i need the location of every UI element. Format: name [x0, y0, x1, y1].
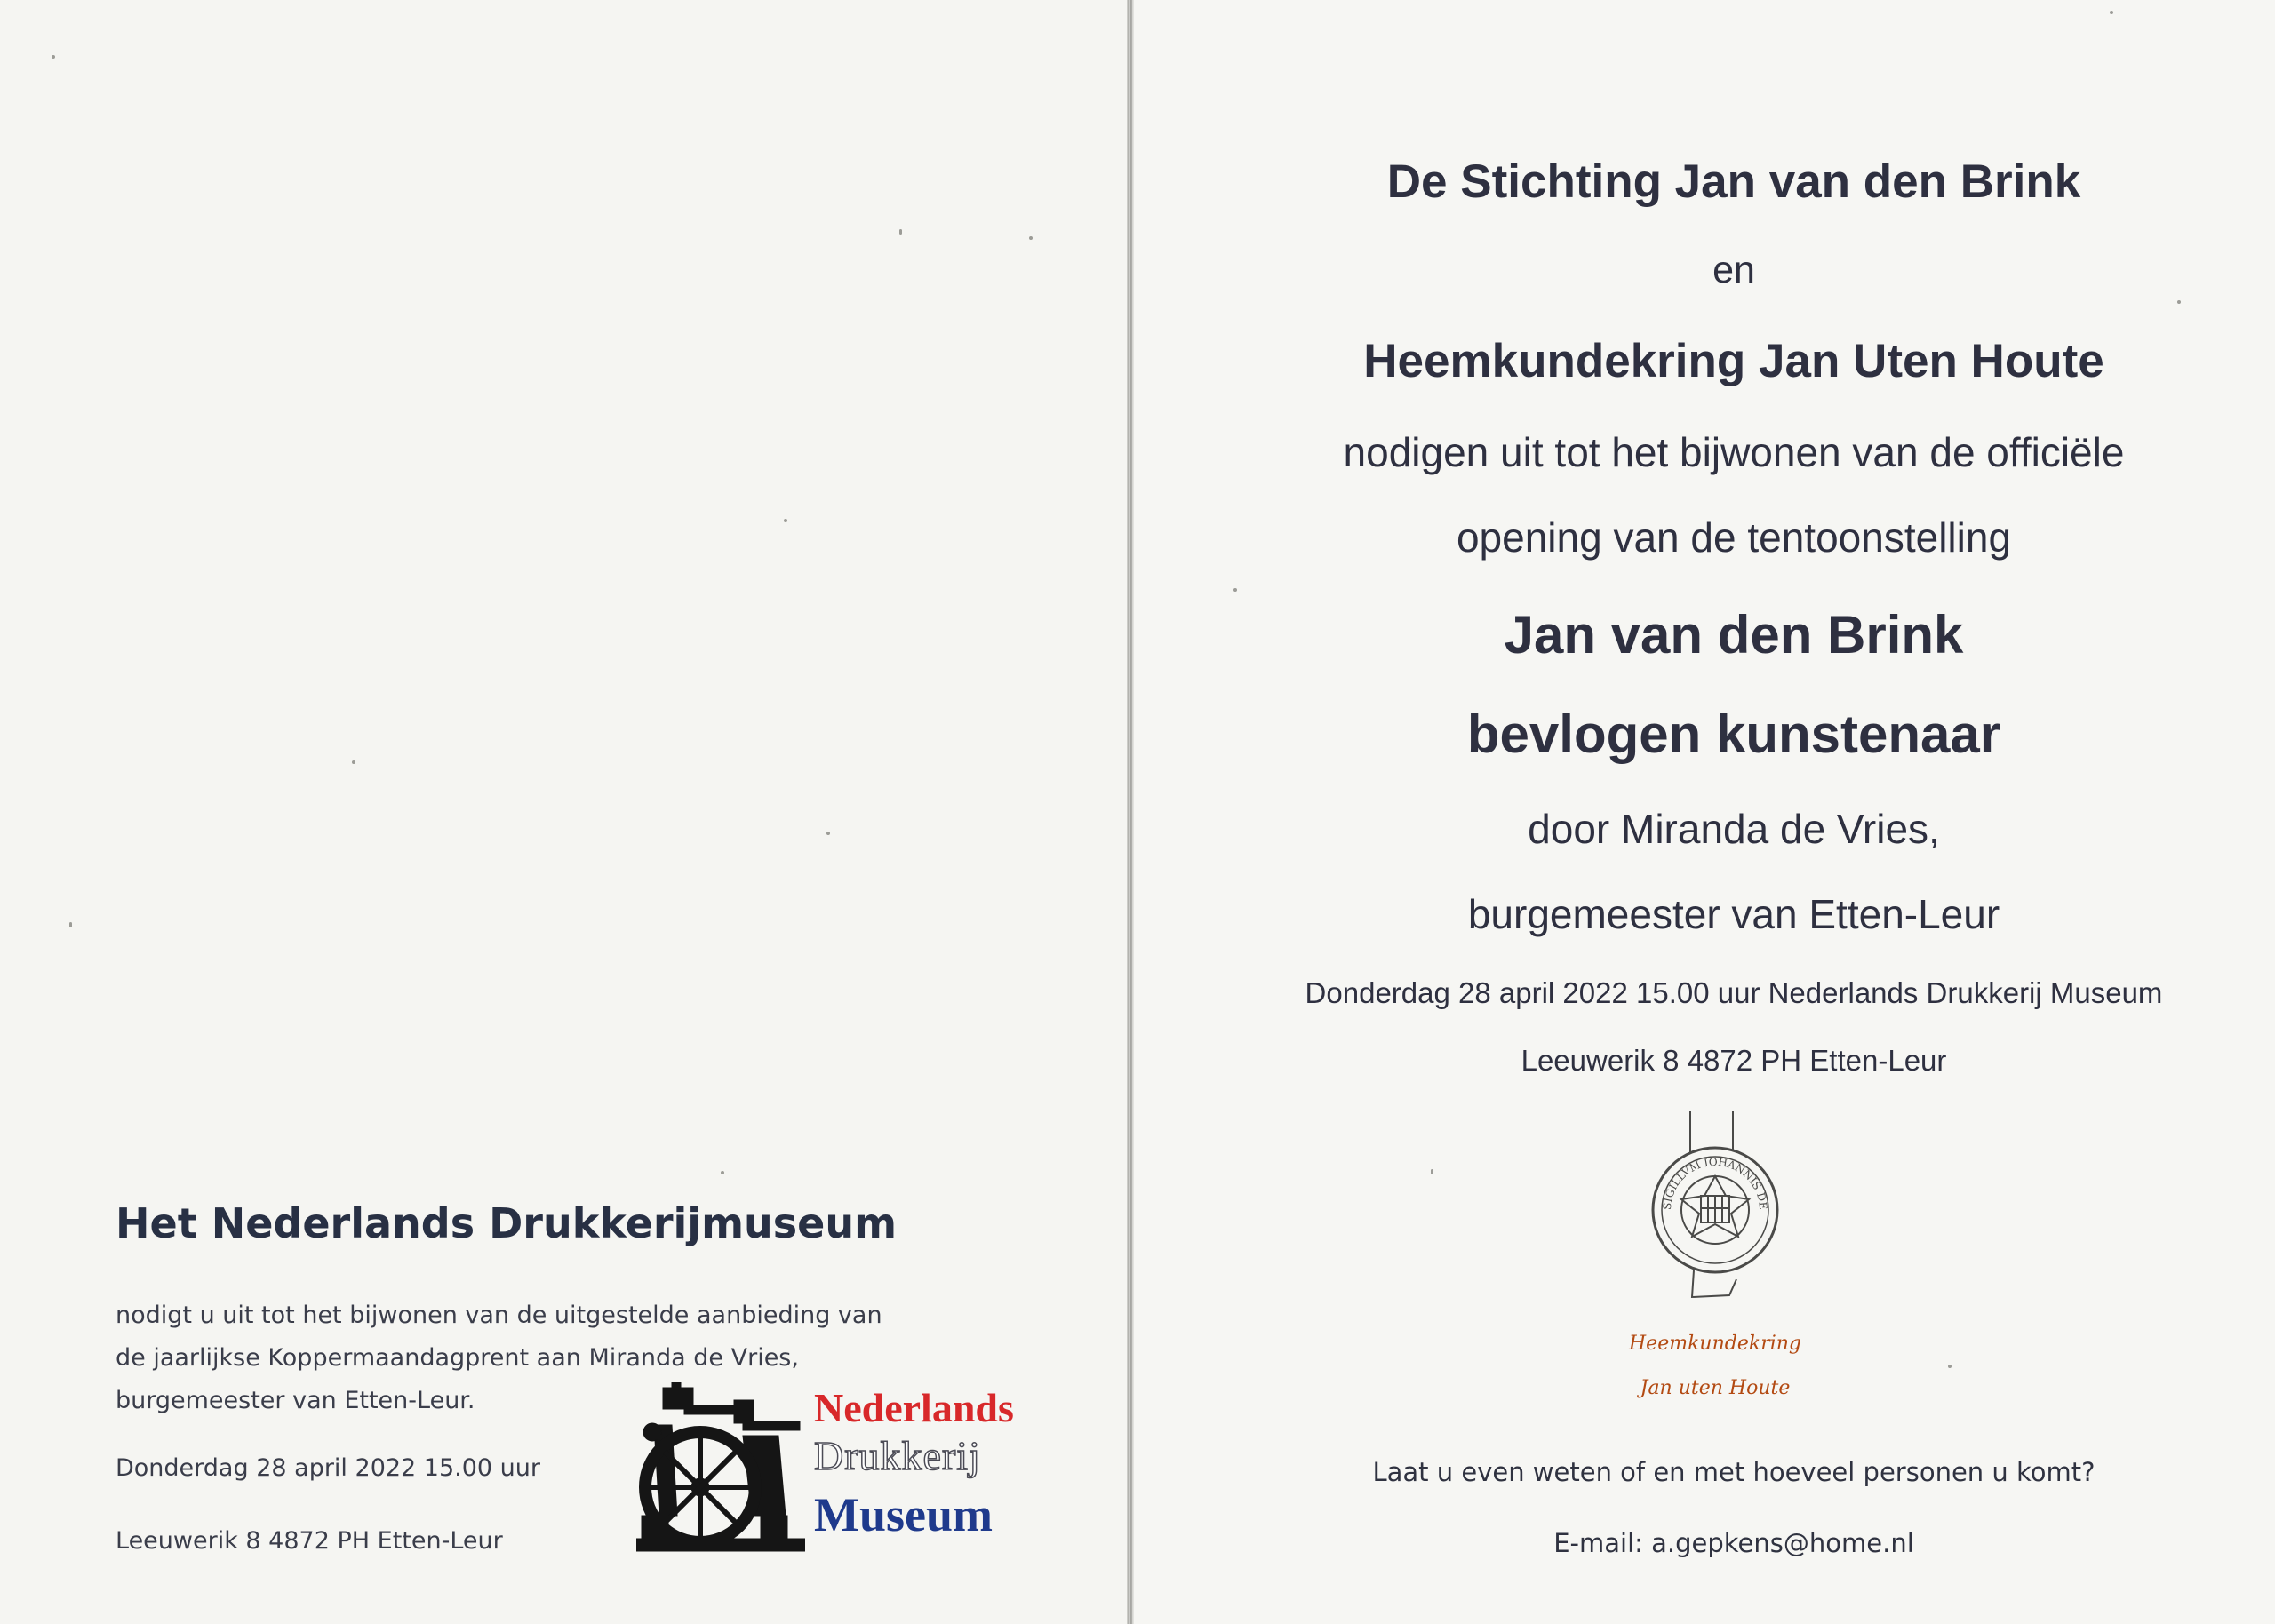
- invite-line-1: nodigen uit tot het bijwonen van de officiële: [1343, 429, 2125, 475]
- wax-seal-icon: [1644, 1111, 1786, 1324]
- paper-speck: [784, 519, 787, 522]
- invite-line-2: opening van de tentoonstelling: [1456, 514, 2012, 561]
- printing-press-icon: [636, 1382, 805, 1556]
- event-address: Leeuwerik 8 4872 PH Etten-Leur: [1521, 1044, 1947, 1077]
- paper-speck: [1948, 1365, 1952, 1368]
- logo-text-museum: Museum: [814, 1488, 993, 1541]
- conjunction: en: [1712, 249, 1755, 291]
- organizer-1: De Stichting Jan van den Brink: [1386, 155, 2081, 208]
- heemkundekring-seal: [1644, 1111, 1786, 1324]
- exhibition-title-1: Jan van den Brink: [1504, 605, 1964, 665]
- seal-caption-1: Heemkundekring: [1629, 1333, 1801, 1355]
- museum-invite-line-3: burgemeester van Etten-Leur.: [116, 1387, 475, 1414]
- seal-caption-2: Jan uten Houte: [1640, 1377, 1791, 1399]
- fold-line: [1127, 0, 1134, 1624]
- museum-address: Leeuwerik 8 4872 PH Etten-Leur: [116, 1527, 503, 1555]
- seal-inscription: SIGILLVM IOHANNIS DE: [1660, 1155, 1770, 1211]
- museum-invite-line-2: de jaarlijkse Koppermaandagprent aan Miranda de Vries,: [116, 1344, 799, 1372]
- paper-speck: [826, 832, 830, 835]
- paper-speck: [1029, 236, 1033, 240]
- organizer-2: Heemkundekring Jan Uten Houte: [1363, 335, 2104, 387]
- opened-by-line-2: burgemeester van Etten-Leur: [1467, 891, 2000, 937]
- paper-speck: [899, 229, 902, 235]
- paper-speck: [2177, 300, 2181, 304]
- exhibition-title-2: bevlogen kunstenaar: [1466, 705, 2001, 764]
- event-date-venue: Donderdag 28 april 2022 15.00 uur Nederlands Drukkerij Museum: [1305, 976, 2163, 1009]
- paper-speck: [352, 760, 355, 764]
- museum-invite-line-1: nodigt u uit tot het bijwonen van de uitgestelde aanbieding van: [116, 1302, 882, 1329]
- museum-title: Het Nederlands Drukkerijmuseum: [116, 1199, 898, 1247]
- museum-logo: [636, 1382, 1027, 1556]
- paper-speck: [721, 1171, 724, 1174]
- paper-speck: [1233, 588, 1237, 592]
- paper-speck: [52, 55, 55, 59]
- opened-by-line-1: door Miranda de Vries,: [1528, 806, 1940, 852]
- paper-speck: [69, 922, 72, 927]
- paper-speck: [1431, 1169, 1433, 1174]
- logo-text-nederlands: Nederlands: [814, 1385, 1014, 1430]
- contact-email[interactable]: E-mail: a.gepkens@home.nl: [1553, 1528, 1914, 1558]
- paper-speck: [2110, 11, 2113, 14]
- museum-date: Donderdag 28 april 2022 15.00 uur: [116, 1454, 541, 1482]
- rsvp-request: Laat u even weten of en met hoeveel personen u komt?: [1372, 1457, 2095, 1487]
- logo-text-drukkerij: Drukkerij: [814, 1433, 981, 1478]
